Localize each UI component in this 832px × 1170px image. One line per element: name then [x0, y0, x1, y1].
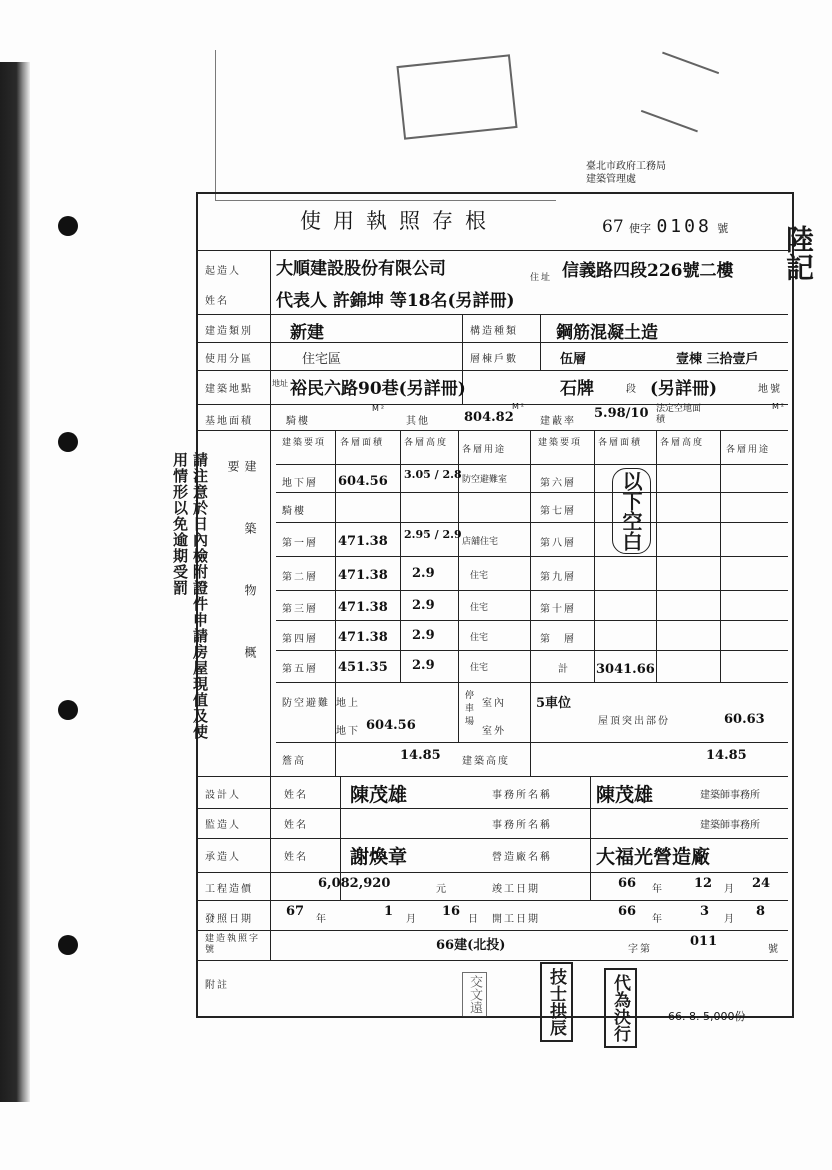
form-field-label: 屋頂突出部份	[598, 716, 670, 727]
building-class: 新建	[290, 323, 324, 343]
form-field-label: 年	[652, 884, 664, 895]
form-field-label: 事務所名稱	[492, 820, 552, 831]
form-field-label: 各層高度	[660, 438, 705, 448]
label-building: 建築物概要	[226, 460, 257, 708]
permit-year-word: 66建(北投)	[436, 938, 506, 953]
form-field-label: 姓名	[284, 820, 308, 831]
form-field-label: 各層用途	[726, 445, 771, 455]
basement-area: 604.56	[338, 474, 388, 489]
form-field-label: 年	[316, 914, 328, 925]
form-field-label: 建築管理處	[586, 174, 636, 185]
label-remarks: 附註	[205, 980, 229, 991]
form-field-label: M²	[772, 402, 787, 411]
floor5-height: 2.9	[412, 658, 435, 673]
form-field-label: 號	[768, 944, 780, 955]
issue-month: 1	[384, 904, 394, 919]
form-field-label: 第八層	[540, 538, 576, 549]
form-field-label: 第五層	[282, 664, 318, 675]
form-field-label: 地下	[336, 726, 360, 737]
form-field-label: 發照日期	[205, 914, 253, 925]
start-day: 8	[756, 904, 766, 919]
form-field-label: 第 層	[540, 634, 576, 645]
form-field-label: 日	[468, 914, 480, 925]
issue-day: 16	[442, 904, 461, 919]
document-title: 使用執照存根	[300, 209, 498, 233]
form-field-label: 計	[558, 664, 570, 675]
site-section: 石牌	[560, 379, 594, 399]
label-name: 姓名	[205, 296, 229, 307]
floor4-use: 住宅	[470, 633, 489, 643]
label-coverage: 建蔽率	[540, 416, 576, 427]
basement-height: 3.05 / 2.8	[404, 468, 462, 481]
form-field-label: 設計人	[205, 790, 241, 801]
floor2-use: 住宅	[470, 571, 489, 581]
form-field-label: 室內	[482, 698, 506, 709]
completion-month: 12	[694, 876, 713, 891]
label-zoning: 使用分區	[205, 354, 253, 365]
form-field-label: 工程造價	[205, 884, 253, 895]
technician-stamp: 技士拱辰	[540, 962, 573, 1042]
contractor-name: 謝煥章	[350, 846, 408, 868]
form-field-label: 號	[717, 222, 729, 235]
form-field-label: 地下層	[282, 478, 318, 489]
form-field-label: 建築師事務所	[700, 790, 760, 801]
punch-hole	[58, 700, 78, 720]
form-field-label: 字第	[628, 944, 652, 955]
label-builder: 起造人	[205, 266, 241, 277]
form-field-label: 姓名	[284, 852, 308, 863]
floor3-height: 2.9	[412, 598, 435, 613]
form-field-label: 建築要項	[282, 438, 327, 448]
roof-extra: 60.63	[724, 712, 765, 727]
form-field-label: 騎樓	[282, 506, 306, 517]
permit-number	[602, 216, 728, 237]
coverage: 5.98/10	[594, 406, 649, 421]
parking-indoor: 5車位	[536, 696, 572, 711]
right-edge-text: 陸記	[782, 225, 815, 281]
completion-year: 66	[618, 876, 637, 891]
floor4-height: 2.9	[412, 628, 435, 643]
units: 壹棟 三拾壹戶	[676, 352, 759, 367]
punch-hole	[58, 216, 78, 236]
upper-floors-blank: 以下空白	[612, 468, 651, 554]
form-field-label: 地上	[336, 698, 360, 709]
form-field-label: 月	[724, 914, 736, 925]
form-field-label: 防空避難	[282, 698, 330, 709]
punch-hole	[58, 432, 78, 452]
form-field-label: 各層用途	[462, 445, 507, 455]
floor3-area: 471.38	[338, 600, 388, 615]
form-field-label: 各層高度	[404, 438, 449, 448]
form-field-label: 各層面積	[340, 438, 385, 448]
form-field-label: 建築高度	[462, 756, 510, 767]
floor1-area: 471.38	[338, 534, 388, 549]
form-field-label: 各層面積	[598, 438, 643, 448]
floor2-height: 2.9	[412, 566, 435, 581]
floor1-use: 店舖住宅	[462, 537, 499, 547]
permit-serial: 011	[690, 934, 718, 949]
form-field-label: 室外	[482, 726, 506, 737]
label-other: 其他	[406, 416, 430, 427]
binder-strip	[0, 62, 30, 1102]
basement-use: 防空避難室	[462, 475, 508, 485]
structure-type: 鋼筋混凝土造	[556, 323, 658, 343]
label-floors: 層棟戶數	[470, 354, 518, 365]
form-field-label: 營造廠名稱	[492, 852, 552, 863]
form-field-label: 竣工日期	[492, 884, 540, 895]
form-field-label: 第三層	[282, 604, 318, 615]
form-field-label: 事務所名稱	[492, 790, 552, 801]
form-field-label: M²	[372, 404, 387, 413]
label-building-site: 建築地點	[205, 384, 253, 395]
form-field-label: 姓名	[284, 790, 308, 801]
form-field-label: 建造執照字號	[205, 934, 261, 955]
punch-hole	[58, 935, 78, 955]
designer-office: 陳茂雄	[596, 784, 654, 806]
label-address: 住址	[530, 273, 553, 283]
label-building-class: 建造類別	[205, 326, 253, 337]
margin-notice: 請注意於日內檢附證件申請房屋現值及使用情形以免逾期受罰	[171, 452, 209, 740]
floor5-area: 451.35	[338, 660, 388, 675]
building-height: 14.85	[706, 748, 747, 763]
form-field-label: 第七層	[540, 506, 576, 517]
form-field-label: 建築要項	[538, 438, 583, 448]
form-field-label: 簷高	[282, 756, 306, 767]
form-field-label: 第二層	[282, 572, 318, 583]
label-structure-type: 構造種類	[470, 326, 518, 337]
start-month: 3	[700, 904, 710, 919]
seal-stamp: 交文遠	[462, 972, 487, 1017]
label-lot: 地號	[758, 384, 782, 395]
label-legal-open-area: 法定空地面積	[656, 404, 702, 425]
form-field-label: 承造人	[205, 852, 241, 863]
builder-representative: 代表人 許錦坤 等18名(另詳冊)	[276, 291, 515, 311]
label-site-address: 地址	[272, 379, 288, 388]
form-field-label: 第一層	[282, 538, 318, 549]
floor5-use: 住宅	[470, 663, 489, 673]
acting-decision-stamp: 代為決行	[604, 968, 637, 1048]
label-arcade: 騎樓	[286, 416, 310, 427]
other-area: 804.82	[464, 410, 514, 425]
shelter-below-area: 604.56	[366, 718, 416, 733]
label-site-area: 基地面積	[205, 416, 253, 427]
start-year: 66	[618, 904, 637, 919]
completion-day: 24	[752, 876, 771, 891]
form-field-label: 第十層	[540, 604, 576, 615]
floor1-height: 2.95 / 2.9	[404, 528, 462, 541]
floor4-area: 471.38	[338, 630, 388, 645]
builder-company: 大順建設股份有限公司	[276, 259, 446, 279]
form-field-label: 第四層	[282, 634, 318, 645]
floors: 伍層	[560, 352, 587, 367]
form-field-label: 臺北市政府工務局	[586, 161, 666, 172]
builder-address: 信義路四段226號二樓	[562, 261, 734, 281]
form-field-label: 使字	[629, 222, 652, 235]
label-section: 段	[626, 384, 638, 395]
form-field-label: 第六層	[540, 478, 576, 489]
form-field-label: 元	[436, 884, 448, 895]
top-stamp	[586, 160, 666, 186]
contractor-firm: 大福光營造廠	[596, 846, 711, 868]
eave-height: 14.85	[400, 748, 441, 763]
designer-name: 陳茂雄	[350, 784, 408, 806]
form-field-label: 67	[602, 217, 624, 237]
form-field-label: 0108	[656, 216, 712, 237]
site-lot: (另詳冊)	[650, 379, 718, 399]
form-field-label: 建築師事務所	[700, 820, 760, 831]
form-field-label: 月	[406, 914, 418, 925]
background-scribble	[641, 52, 719, 133]
form-field-label: 停車場	[463, 690, 473, 729]
issue-year: 67	[286, 904, 305, 919]
background-stamp-outline	[396, 54, 517, 140]
form-field-label: 年	[652, 914, 664, 925]
form-field-label: 第九層	[540, 572, 576, 583]
construction-cost: 6,082,920	[318, 876, 391, 891]
form-field-label: 月	[724, 884, 736, 895]
floor2-area: 471.38	[338, 568, 388, 583]
floor3-use: 住宅	[470, 603, 489, 613]
site-street: 裕民六路90巷(另詳冊)	[290, 379, 466, 399]
total-area: 3041.66	[596, 662, 655, 677]
zoning: 住宅區	[302, 352, 342, 367]
print-footer: 66. 8. 5,000份	[668, 1010, 746, 1023]
form-field-label: M²	[512, 402, 527, 411]
form-field-label: 監造人	[205, 820, 241, 831]
form-field-label: 開工日期	[492, 914, 540, 925]
